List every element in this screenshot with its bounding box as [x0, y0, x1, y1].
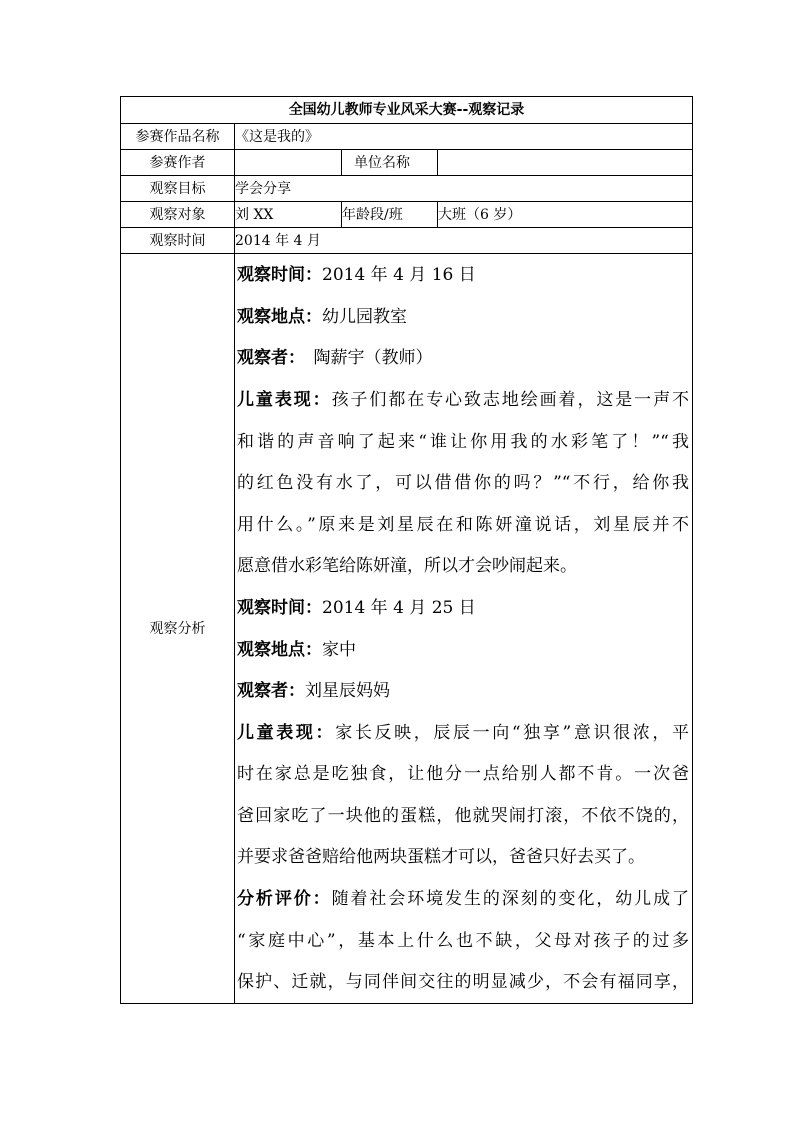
subject-value: 刘 XX: [235, 202, 342, 228]
author-label: 参赛作者: [121, 150, 235, 176]
author-row: [121, 150, 693, 176]
time-label: 观察时间: [121, 228, 235, 254]
record-2-behavior-line: 并要求爸爸赔给他两块蛋糕才可以，爸爸只好去买了。: [237, 847, 645, 868]
record-2-behavior-line: 时在家总是吃独食，让他分一点给别人都不肯。一次爸: [237, 764, 689, 785]
goal-label: 观察目标: [121, 176, 235, 202]
work-name-row: [121, 124, 693, 150]
analysis-row: [121, 254, 693, 1004]
table-title: 全国幼儿教师专业风采大赛--观察记录: [121, 97, 693, 124]
analysis-text: [235, 255, 692, 1003]
record-1-behavior-line: 的红色没有水了，可以借借你的吗？”“不行，给你我: [237, 473, 689, 494]
subject-row: [121, 202, 693, 228]
record-1-observer: 观察者： 陶薪宇（教师）: [237, 348, 433, 369]
record-1-behavior-line: 和谐的声音响了起来“谁让你用我的水彩笔了！”“我: [237, 431, 689, 452]
record-2-behavior-line: 爸回家吃了一块他的蛋糕，他就哭闹打滚，不依不饶的，: [237, 805, 689, 826]
record-2-behavior-line: 儿童表现：家长反映，辰辰一向“独享”意识很浓，平: [237, 722, 690, 743]
record-1-behavior-line: 用什么。”原来是刘星辰在和陈妍潼说话，刘星辰并不: [237, 514, 689, 535]
record-1-place: 观察地点：幼儿园教室: [237, 306, 407, 327]
subject-label: 观察对象: [121, 202, 235, 228]
record-2-place: 观察地点：家中: [237, 639, 356, 660]
table-title-row: [121, 97, 693, 124]
age-value: 大班（6 岁）: [438, 202, 693, 228]
record-1-behavior-line: 愿意借水彩笔给陈妍潼，所以才会吵闹起来。: [237, 556, 577, 577]
unit-value: [438, 150, 693, 176]
observation-record-table: [120, 96, 693, 1004]
record-2-time: 观察时间：2014 年 4 月 25 日: [237, 597, 476, 618]
evaluation-line: 保护、迁就，与同伴间交往的明显减少，不会有福同享，: [237, 972, 689, 993]
work-name-label: 参赛作品名称: [121, 124, 235, 150]
record-2-observer: 观察者：刘星辰妈妈: [237, 681, 390, 702]
time-row: [121, 228, 693, 254]
analysis-content: [235, 254, 693, 1004]
record-1-time: 观察时间：2014 年 4 月 16 日: [237, 265, 476, 286]
evaluation-line: “家庭中心”，基本上什么也不缺，父母对孩子的过多: [237, 930, 689, 951]
unit-label: 单位名称: [342, 150, 438, 176]
author-value: [235, 150, 342, 176]
evaluation-line: 分析评价：随着社会环境发生的深刻的变化，幼儿成了: [237, 889, 690, 910]
goal-value: 学会分享: [235, 176, 693, 202]
goal-row: [121, 176, 693, 202]
age-label: 年龄段/班: [342, 202, 438, 228]
analysis-label: 观察分析: [121, 254, 235, 1004]
work-name-value: 《这是我的》: [235, 124, 693, 150]
record-1-behavior-line: 儿童表现：孩子们都在专心致志地绘画着，这是一声不: [237, 389, 690, 410]
time-value: 2014 年 4 月: [235, 228, 693, 254]
